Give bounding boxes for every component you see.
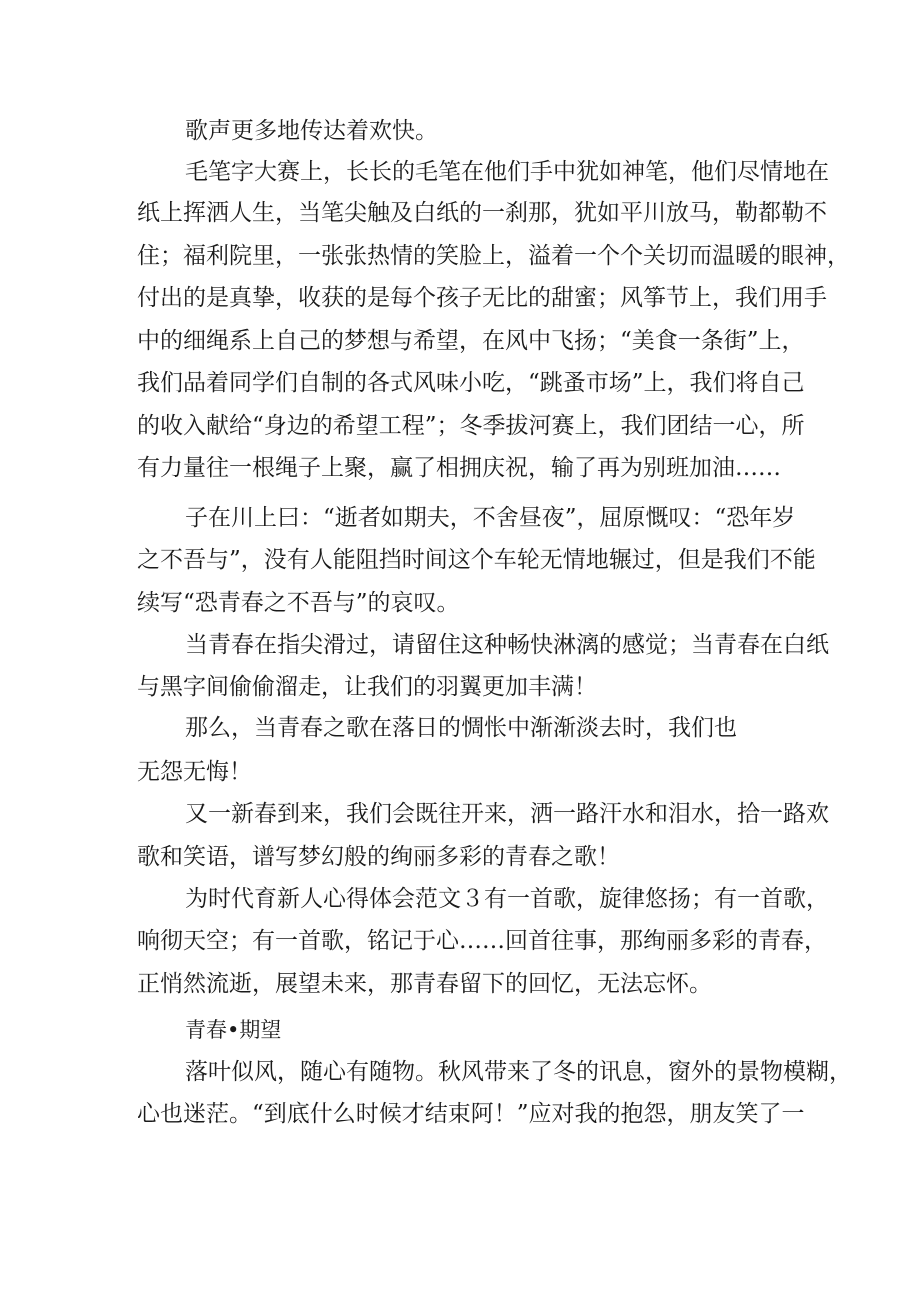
text-line: 我们品着同学们自制的各式风味小吃，“跳蚤市场”上，我们将自己: [137, 370, 805, 396]
text-line: 歌声更多地传达着欢快。: [185, 118, 438, 144]
text-line: 子在川上曰：“逝者如期夫，不舍昼夜”，屈原慨叹：“恐年岁: [185, 505, 796, 531]
text-line: 无怨无悔！: [137, 759, 252, 785]
text-line: 毛笔字大赛上，长长的毛笔在他们手中犹如神笔，他们尽情地在: [185, 159, 829, 185]
text-line: 心也迷茫。“到底什么时候才结束阿！”应对我的抱怨，朋友笑了一: [137, 1101, 805, 1127]
text-line: 付出的是真挚，收获的是每个孩子无比的甜蜜；风筝节上，我们用手: [137, 285, 827, 311]
text-line: 中的细绳系上自己的梦想与希望，在风中飞扬；“美食一条街”上，: [137, 328, 805, 354]
text-line: 的收入献给“身边的希望工程”；冬季拔河赛上，我们团结一心，所: [137, 413, 805, 439]
text-line: 续写“恐青春之不吾与”的哀叹。: [137, 590, 460, 616]
text-line: 有力量往一根绳子上聚，赢了相拥庆祝，输了再为别班加油……: [137, 455, 781, 481]
text-line: 当青春在指尖滑过，请留住这种畅快淋漓的感觉；当青春在白纸: [185, 632, 829, 658]
text-line: 住；福利院里，一张张热情的笑脸上，溢着一个个关切而温暖的眼神，: [137, 243, 850, 269]
text-line: 正悄然流逝，展望未来，那青春留下的回忆，无法忘怀。: [137, 971, 712, 997]
text-line: 那么，当青春之歌在落日的惆怅中渐渐淡去时，我们也: [185, 715, 737, 741]
text-line: 歌和笑语，谱写梦幻般的绚丽多彩的青春之歌！: [137, 844, 620, 870]
text-line: 又一新春到来，我们会既往开来，洒一路汗水和泪水，拾一路欢: [185, 801, 829, 827]
text-line: 落叶似风，随心有随物。秋风带来了冬的讯息，窗外的景物模糊，: [185, 1059, 852, 1085]
section-heading: 青春•期望: [185, 1018, 282, 1042]
text-line: 响彻天空；有一首歌，铭记于心……回首往事，那绚丽多彩的青春，: [137, 928, 827, 954]
text-line: 之不吾与”，没有人能阻挡时间这个车轮无情地辗过，但是我们不能: [137, 547, 816, 573]
text-line: 为时代育新人心得体会范文３有一首歌，旋律悠扬；有一首歌，: [185, 886, 829, 912]
text-line: 纸上挥洒人生，当笔尖触及白纸的一刹那，犹如平川放马，勒都勒不: [137, 200, 827, 226]
text-line: 与黑字间偷偷溜走，让我们的羽翼更加丰满！: [137, 674, 597, 700]
